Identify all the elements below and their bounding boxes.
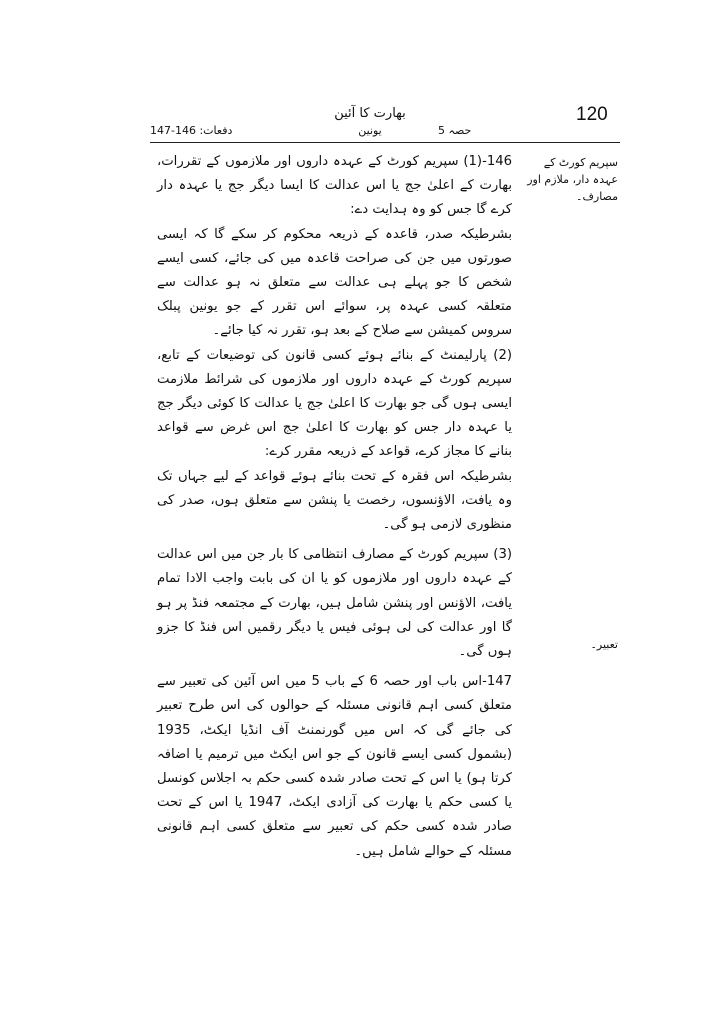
- running-header-part: حصہ 5: [438, 124, 472, 137]
- paragraph-146-2: (2) پارلیمنٹ کے بنائے ہوئے کسی قانون کی توضیعات کے تابع، سپریم کورٹ کے عہدہ داروں اور ملازموں کی شرائط ملازمت ایسی ہوں گی جو بھارت کا اعلیٰ جج یا عدالت کا کوئی دیگر جج یا عہدہ دار جس کو بھارت کا اعلیٰ جج اس غرض سے قواعد بنانے کا مجاز کرے، قواعد کے ذریعہ مقرر کرے:: [157, 347, 512, 460]
- paragraph-146-1: 146-(1) سپریم کورٹ کے عہدہ داروں اور ملازموں کے تقررات، بھارت کے اعلیٰ جج یا اس عدالت کا ایسا دیگر جج یا عہدہ دار کرے گا جس کو وہ ہدایت دے:: [157, 154, 512, 218]
- header-rule: [150, 142, 620, 143]
- page-number: 120: [576, 104, 608, 125]
- paragraph-146-1-proviso: بشرطیکہ صدر، قاعدہ کے ذریعہ محکوم کر سکے گا کہ ایسی صورتوں میں جن کی صراحت قاعدہ میں کی جائے، کسی ایسے شخص کا جو پہلے ہی عدالت سے متعلق نہ ہو عدالت سے متعلقہ کسی عہدہ پر، سوائے اس تقرر کے جو یونین پبلک سروس کمیشن سے صلاح کے بعد ہو، تقرر نہ کیا جائے۔: [157, 226, 512, 339]
- main-text: [157, 150, 512, 864]
- running-header-subtitle: یونین: [358, 124, 382, 137]
- running-header-sections: دفعات: 146-147: [150, 124, 233, 137]
- paragraph-147: 147-اس باب اور حصہ 6 کے باب 5 میں اس آئین کی تعبیر سے متعلق کسی اہم قانونی مسئلہ کے حوالوں کی اس طرح تعبیر کی جائے گی کہ اس میں گورنمنٹ آف انڈیا ایکٹ، 1935 (بشمول کسی ایسے قانون کے جو اس ایکٹ میں ترمیم یا اضافہ کرتا ہو) یا اس کے تحت صادر شدہ کسی حکم بہ اجلاس کونسل یا کسی حکم یا بھارت کی آزادی ایکٹ، 1947 یا اس کے تحت صادر شدہ کسی حکم کی تعبیر سے متعلق کسی اہم قانونی مسئلہ کے حوالے شامل ہیں۔: [157, 674, 512, 859]
- paragraph-146-2-proviso: بشرطیکہ اس فقرہ کے تحت بنائے ہوئے قواعد کے لیے جہاں تک وہ یافت، الاؤنسوں، رخصت یا پنشن سے متعلق ہوں، صدر کی منظوری لازمی ہو گی۔: [157, 468, 512, 533]
- paragraph-146-3: (3) سپریم کورٹ کے مصارف انتظامی کا بار جن میں اس عدالت کے عہدہ داروں اور ملازموں کو یا ان کی بابت واجب الادا تمام یافت، الاؤنس اور پنشن شامل ہیں، بھارت کے مجتمعہ فنڈ پر ہو گا اور عدالت کی لی ہوئی فیس یا دیگر رقمیں اس فنڈ کا جزو ہوں گی۔: [157, 547, 512, 660]
- margin-note-supreme-court-staff: سپریم کورٹ کے عہدہ دار، ملازم اور مصارف۔: [527, 156, 618, 203]
- running-header-title: بھارت کا آئین: [334, 106, 406, 121]
- margin-note-interpretation: تعبیر۔: [590, 638, 618, 651]
